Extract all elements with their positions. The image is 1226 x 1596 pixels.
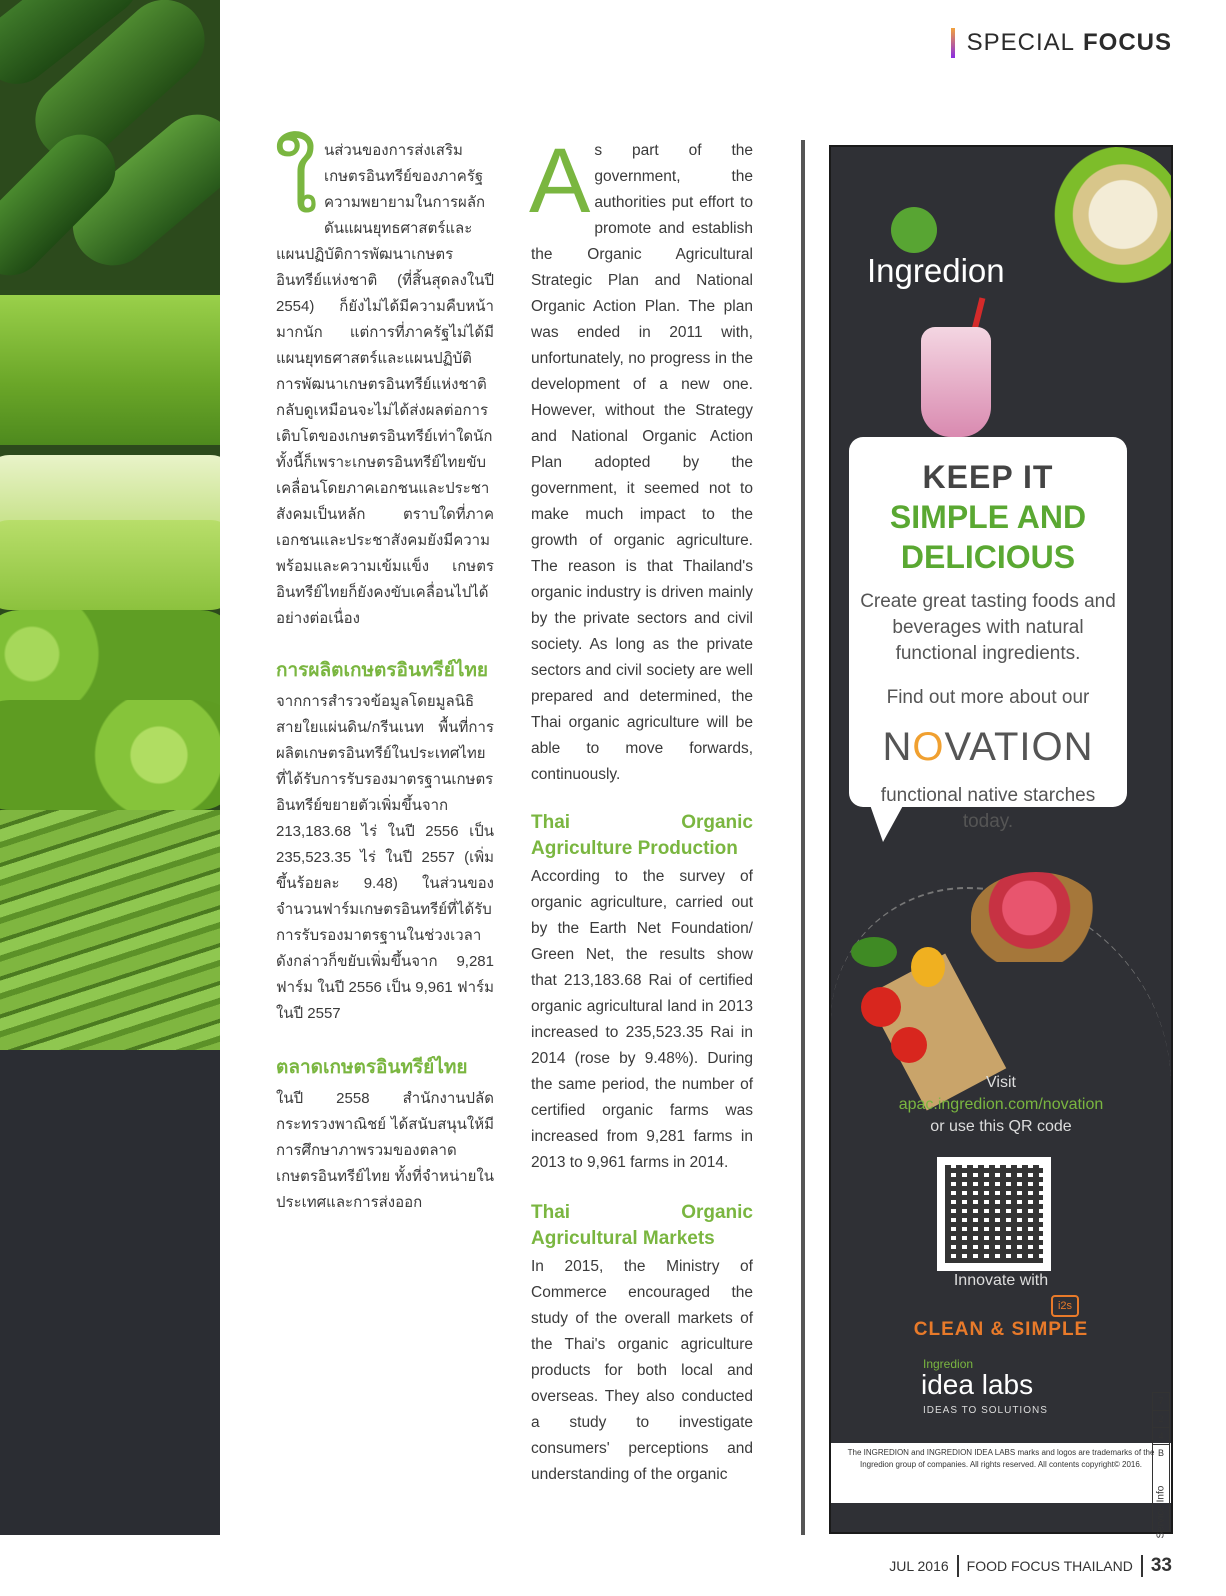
service-code: B bbox=[1153, 1444, 1169, 1461]
idea-labs-logo: idea labs bbox=[921, 1369, 1034, 1400]
english-markets-text: In 2015, the Ministry of Commerce encouraged the study of the overall markets of the Thai's organic agriculture products for both local and overseas. They also conducted a study to investigate consumers' perceptions and understanding of the organic bbox=[531, 1258, 753, 1483]
ingredion-leaf-icon bbox=[891, 207, 937, 253]
novation-o: O bbox=[912, 725, 945, 769]
service-code: 4 bbox=[1153, 1427, 1169, 1444]
bittermelon-shape bbox=[0, 700, 220, 810]
footer-separator bbox=[957, 1555, 959, 1577]
leaf bbox=[851, 937, 897, 967]
qr-code[interactable] bbox=[937, 1157, 1051, 1271]
ad-headline-1: KEEP IT bbox=[922, 459, 1054, 495]
i2s-badge: i2s bbox=[1051, 1295, 1079, 1317]
idea-labs-subtitle: IDEAS TO SOLUTIONS bbox=[923, 1405, 1048, 1416]
page-footer bbox=[889, 1555, 1172, 1577]
english-intro: s part of the government, the authorities put effort to promote and establish the Organic Agricultural Strategic Plan and National Organic Action Plan. The plan was ended in 2011 with, unfortunately, no progress in the development of a new one. However, without the Strategy and National Organic Action Plan adopted by the government, it seemed not to make much impact to the growth of organic agriculture. The reason is that Thailand's organic industry is driven mainly by the private sectors and civil society. As long as the private sectors and civil society are well prepared and determined, the Thai organic agriculture will be able to move forwards, continuously. bbox=[531, 142, 753, 783]
service-code: 2 bbox=[1153, 1410, 1169, 1427]
tomato bbox=[861, 987, 901, 1027]
ad-visit: Visit bbox=[986, 1074, 1016, 1091]
header-light: SPECIAL bbox=[966, 29, 1075, 56]
english-column bbox=[529, 130, 753, 1488]
qr-code-pattern bbox=[945, 1165, 1043, 1263]
ad-find: Find out more about our bbox=[886, 687, 1090, 708]
soup-bowl-image bbox=[1046, 147, 1173, 297]
column-divider bbox=[801, 140, 805, 1535]
ad-qr-text: or use this QR code bbox=[930, 1118, 1072, 1135]
ad-legal-text: The INGREDION and INGREDION IDEA LABS marks and logos are trademarks of the Ingredion group of companies. All rights reserved. All contents copyright© 2016. bbox=[831, 1443, 1171, 1503]
speech-bubble bbox=[849, 437, 1127, 832]
gourd-shape bbox=[0, 295, 220, 445]
thai-production-text: จากการสำรวจข้อมูลโดยมูลนิธิสายใยแผ่นดิน/กรีนเนท พื้นที่การผลิตเกษตรอินทรีย์ในประเทศไทยที่ได้รับการรับรองมาตรฐานเกษตรอินทรีย์ขยายตัวเพิ่มขึ้นจาก 213,183.68 ไร่ ในปี 2556 เป็น 235,523.35 ไร่ ในปี 2557 (เพิ่มขึ้นร้อยละ 9.48) ในส่วนของจำนวนฟาร์มเกษตรอินทรีย์ที่ได้รับการรับรองมาตรฐานในช่วงเวลาดังกล่าวก็ขยับเพิ่มขึ้นจาก 9,281 ฟาร์ม ในปี 2556 เป็น 9,961 ฟาร์ม ในปี 2557 bbox=[276, 693, 494, 1022]
thai-heading-production: การผลิตเกษตรอินทรีย์ไทย bbox=[276, 660, 489, 681]
ad-headline-2: SIMPLE AND DELICIOUS bbox=[889, 499, 1087, 575]
thai-intro: นส่วนของการส่งเสริมเกษตรอินทรีย์ของภาครัฐ ความพยายามในการผลักดันแผนยุทธศาสตร์และแผนปฏิบัติการพัฒนาเกษตรอินทรีย์แห่งชาติ (ที่สิ้นสุดลงในปี 2554) ก็ยังไม่ได้มีความคืบหน้ามากนัก แต่การที่ภาครัฐไม่ได้มีแผนยุทธศาสตร์และแผนปฏิบัติการพัฒนาเกษตรอินทรีย์แห่งชาติกลับดูเหมือนจะไม่ได้ส่งผลต่อการเติบโตของเกษตรอินทรีย์เท่าใดนัก ทั้งนี้ก็เพราะเกษตรอินทรีย์ไทยขับเคลื่อนโดยภาคเอกชนและประชาสังคมเป็นหลัก ตราบใดที่ภาคเอกชนและประชาสังคมยังมีความพร้อมและความเข้มแข็ง เกษตรอินทรีย์ไทยก็ยังคงขับเคลื่อนไปได้อย่างต่อเนื่อง bbox=[276, 142, 494, 627]
service-code: 7 bbox=[1158, 1396, 1164, 1406]
thai-heading-markets: ตลาดเกษตรอินทรีย์ไทย bbox=[276, 1057, 468, 1078]
pepper bbox=[911, 947, 945, 987]
vegetable-photo bbox=[0, 0, 220, 1050]
thai-markets-text: ในปี 2558 สำนักงานปลัดกระทรวงพาณิชย์ ได้สนับสนุนให้มีการศึกษาภาพรวมของตลาดเกษตรอินทรีย์ไทย ทั้งที่จำหน่ายในประเทศและการส่งออก bbox=[276, 1090, 494, 1211]
thai-column bbox=[274, 132, 494, 1216]
ad-visit-block bbox=[831, 1072, 1171, 1138]
ad-innovate: Innovate with bbox=[953, 1272, 1049, 1289]
clean-simple-logo: CLEAN & SIMPLE bbox=[913, 1319, 1089, 1340]
speech-bubble-tail bbox=[869, 802, 905, 842]
service-info bbox=[1152, 1392, 1170, 1539]
footer-magazine: FOOD FOCUS THAILAND bbox=[966, 1558, 1133, 1574]
novation-rest: VATION bbox=[944, 725, 1094, 769]
novation-logo bbox=[849, 725, 1127, 770]
ad-url[interactable]: apac.ingredion.com/novation bbox=[898, 1096, 1104, 1113]
section-header bbox=[951, 28, 1172, 58]
english-dropcap: A bbox=[529, 130, 591, 232]
footer-date: JUL 2016 bbox=[889, 1558, 949, 1574]
celery-shape bbox=[0, 520, 220, 610]
smoothie-image bbox=[921, 327, 991, 437]
ad-brand: Ingredion bbox=[867, 252, 1005, 289]
ingredion-advertisement bbox=[829, 145, 1173, 1534]
header-bold: FOCUS bbox=[1083, 29, 1172, 56]
english-heading-markets: Thai Organic Agricultural Markets bbox=[531, 1202, 753, 1249]
service-info-label: Service Info bbox=[1155, 1485, 1167, 1539]
page-number: 33 bbox=[1150, 1555, 1172, 1576]
ad-tagline: functional native starches today. bbox=[880, 785, 1096, 832]
english-heading-production: Thai Organic Agriculture Production bbox=[531, 812, 753, 859]
novation-n: N bbox=[882, 725, 913, 769]
celery-shape bbox=[0, 455, 220, 525]
dark-panel bbox=[0, 1050, 220, 1535]
english-production-text: According to the survey of organic agriculture, carried out by the Earth Net Foundation/ Green Net, the results show that 213,183.68 Rai of certified organic agricultural land in 2013 increased to 235,523.35 Rai in 2014 (rose by 9.48%). During the same period, the number of certified organic farms was increased from 9,281 farms in 2013 to 9,961 farms in 2014. bbox=[531, 868, 753, 1171]
footer-separator bbox=[1141, 1555, 1143, 1577]
asparagus-shape bbox=[0, 810, 220, 1050]
ad-body: Create great tasting foods and beverages with natural functional ingredients. bbox=[860, 591, 1116, 664]
idea-labs-brand: Ingredion bbox=[923, 1357, 974, 1371]
thai-dropcap: ใ bbox=[274, 132, 318, 232]
tomato bbox=[891, 1027, 927, 1063]
header-accent-bar bbox=[951, 28, 955, 58]
